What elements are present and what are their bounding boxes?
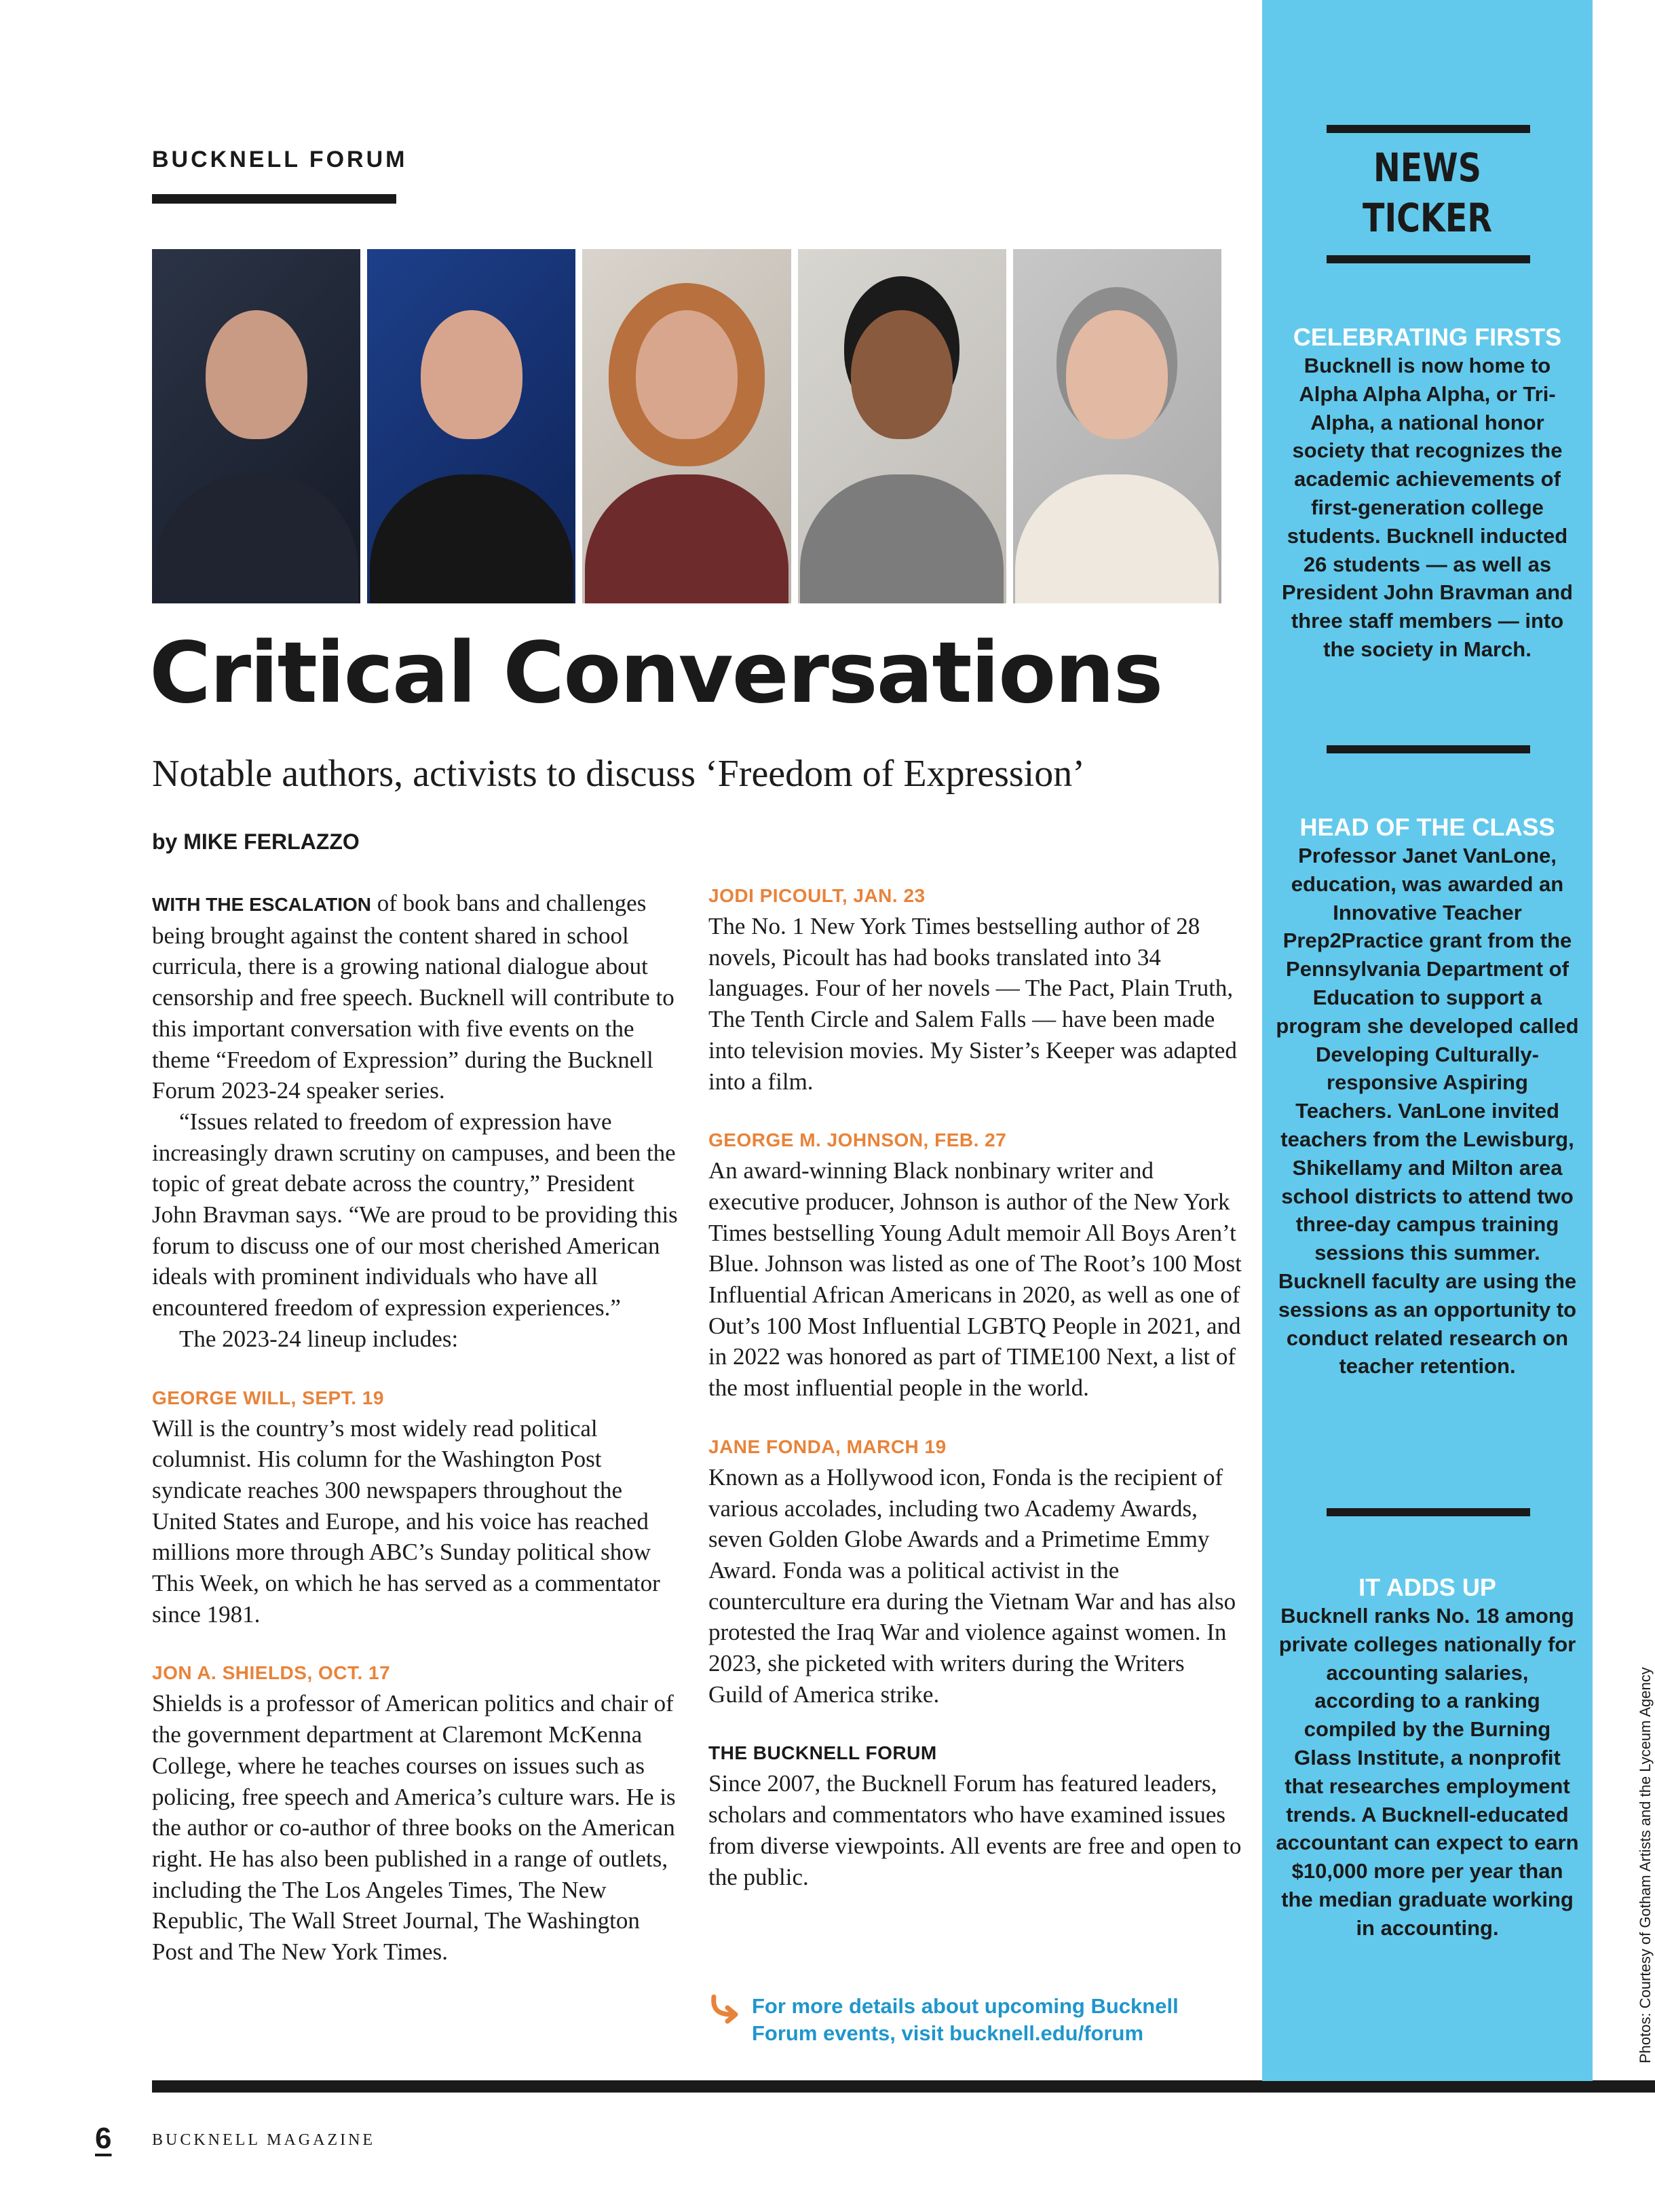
blouse-shape xyxy=(1015,474,1219,603)
ticker-item-heading: CELEBRATING FIRSTS xyxy=(1293,323,1562,351)
speaker-bio: Will is the country’s most widely read political columnist. His column for the Washington Post syndicate reaches 300 newspapers throughout the United States and Europe, and his voice has reached millions more through ABC’s Sunday political show This Week, on which he has served as a commentator since 1981. xyxy=(152,1414,660,1628)
sweater-shape xyxy=(800,474,1004,603)
face-shape xyxy=(421,310,522,439)
ticker-item-heading: HEAD OF THE CLASS xyxy=(1299,813,1555,841)
ticker-item xyxy=(1276,813,1579,1381)
ticker-item-text: Bucknell is now home to Alpha Alpha Alpha, or Tri-Alpha, a national honor society that recognizes the academic achievements of first-generation college students. Bucknell inducted 26 students — as well as President John Bravman and three staff members — into the society in March. xyxy=(1282,354,1573,661)
sidebar-rule xyxy=(1327,745,1530,753)
speaker-photo-4 xyxy=(798,249,1006,603)
news-ticker-sidebar xyxy=(1262,0,1593,2081)
intro-paragraph-2: “Issues related to freedom of expression have increasingly drawn scrutiny on campuses, and been the topic of great debate across the country,” President John Bravman says. “We are proud to be providing this forum to discuss one of our most cherished American ideals with prominent individuals who have all encountered freedom of expression experiences.” xyxy=(152,1108,678,1321)
face-shape xyxy=(1066,310,1168,439)
suit-shape xyxy=(370,474,573,603)
article-column-1 xyxy=(152,888,683,1968)
speaker-bio: Known as a Hollywood icon, Fonda is the recipient of various accolades, including two Academy Awards, seven Golden Globe Awards and a Primetime Emmy Award. Fonda was a political activist in the counterculture era during the Vietnam War and has also protested the Iraq War and violence against women. In 2023, she picketed with writers during the Writers Guild of America strike. xyxy=(708,1463,1236,1708)
speaker-photo-3 xyxy=(582,249,791,603)
more-info[interactable] xyxy=(708,1993,1240,2047)
speaker-photo-2 xyxy=(367,249,575,603)
speaker-bio: An award-winning Black nonbinary writer and executive producer, Johnson is author of the New York Times bestselling Young Adult memoir All Boys Aren’t Blue. Johnson was listed as one of The Root’s 100 Most Influential African Americans in 2020, as well as one of Out’s 100 Most Influential LGBTQ People in 2021, and in 2022 was honored as part of TIME100 Next, a list of the most influential people in the world. xyxy=(708,1157,1242,1402)
top-shape xyxy=(585,474,788,603)
forum-heading: THE BUCKNELL FORUM xyxy=(708,1742,937,1764)
intro-paragraph-3: The 2023-24 lineup includes: xyxy=(179,1325,459,1352)
article-column-2 xyxy=(708,884,1244,1892)
speaker-bio: Shields is a professor of American politics and chair of the government department at Claremont McKenna College, where he teaches courses on issues such as policing, free speech and America’s culture wars. He is the author or co-author of three books on the American right. He has also been published in a range of outlets, including the The Los Angeles Times, The New Republic, The Wall Street Journal, The Washington Post and The New York Times. xyxy=(152,1690,676,1966)
sidebar-rule xyxy=(1327,255,1530,263)
magazine-name: BUCKNELL MAGAZINE xyxy=(152,2131,376,2149)
face-shape xyxy=(206,310,307,439)
speaker-heading: GEORGE M. JOHNSON, FEB. 27 xyxy=(708,1129,1007,1151)
ticker-item xyxy=(1276,323,1579,664)
lead-in: WITH THE ESCALATION xyxy=(152,894,372,915)
ticker-item xyxy=(1276,1573,1579,1943)
speaker-photo-5 xyxy=(1013,249,1221,603)
page-number: 6 xyxy=(95,2122,112,2155)
face-shape xyxy=(851,310,953,439)
speaker-photo-strip xyxy=(152,249,1221,603)
suit-shape xyxy=(155,474,358,603)
speaker-bio: The No. 1 New York Times bestselling author of 28 novels, Picoult has had books translated into 34 languages. Four of her novels — The Pact, Plain Truth, The Tenth Circle and Salem Falls — have been made into television movies. My Sister’s Keeper was adapted into a film. xyxy=(708,913,1237,1095)
subhead: Notable authors, activists to discuss ‘Freedom of Expression’ xyxy=(152,753,1085,795)
ticker-item-heading: IT ADDS UP xyxy=(1358,1573,1496,1601)
curved-arrow-icon xyxy=(708,1993,741,2025)
sidebar-rule xyxy=(1327,125,1530,133)
kicker-rule xyxy=(152,194,396,204)
intro-paragraph-1-text: of book bans and challenges being brought against the content shared in school curricula, there is a growing national dialogue about censorship and free speech. Bucknell will contribute to this important conversation with five events on the theme “Freedom of Expression” during the Bucknell Forum 2023-24 speaker series. xyxy=(152,890,674,1104)
speaker-heading: JODI PICOULT, JAN. 23 xyxy=(708,885,926,906)
sidebar-title: NEWS TICKER xyxy=(1362,145,1493,241)
speaker-heading: JON A. SHIELDS, OCT. 17 xyxy=(152,1662,391,1684)
photo-credit: Photos: Courtesy of Gotham Artists and the Lyceum Agency xyxy=(1637,1667,1654,2063)
headline: Critical Conversations xyxy=(149,624,1162,722)
speaker-heading: JANE FONDA, MARCH 19 xyxy=(708,1436,947,1457)
intro-paragraph-1 xyxy=(152,888,683,1106)
bottom-rule xyxy=(152,2080,1655,2093)
speaker-heading: GEORGE WILL, SEPT. 19 xyxy=(152,1387,384,1408)
byline: by MIKE FERLAZZO xyxy=(152,829,360,854)
more-info-link[interactable]: For more details about upcoming Bucknell Forum events, visit bucknell.edu/forum xyxy=(752,1994,1179,2045)
ticker-item-text: Bucknell ranks No. 18 among private colleges nationally for accounting salaries, according to a ranking compiled by the Burning Glass Institute, a nonprofit that researches employment trends. A Bucknell-educated accountant can expect to earn $10,000 more per year than the median graduate working in accounting. xyxy=(1276,1604,1579,1940)
forum-text: Since 2007, the Bucknell Forum has featured leaders, scholars and commentators who have examined issues from diverse viewpoints. All events are free and open to the public. xyxy=(708,1770,1242,1890)
sidebar-rule xyxy=(1327,1508,1530,1516)
speaker-photo-1 xyxy=(152,249,360,603)
ticker-item-text: Professor Janet VanLone, education, was awarded an Innovative Teacher Prep2Practice grant from the Pennsylvania Department of Education to support a program she developed called Developing Culturally-responsive Aspiring Teachers. VanLone invited teachers from the Lewisburg, Shikellamy and Milton area school districts to attend two three-day campus training sessions this summer. Bucknell faculty are using the sessions as an opportunity to conduct related research on teacher retention. xyxy=(1276,844,1579,1379)
face-shape xyxy=(636,310,738,439)
section-kicker: BUCKNELL FORUM xyxy=(152,147,408,172)
